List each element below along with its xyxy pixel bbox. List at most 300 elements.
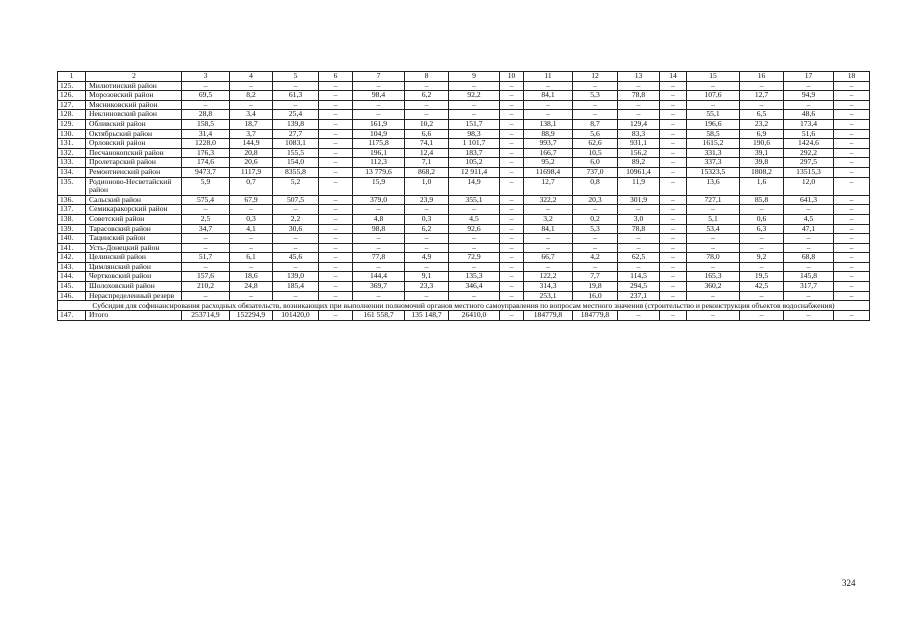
table-cell: 138,1: [524, 119, 573, 129]
table-cell: 20,3: [573, 195, 618, 205]
table-cell: –: [405, 243, 449, 253]
table-cell: –: [500, 282, 524, 292]
table-cell: 39,1: [740, 148, 784, 158]
table-cell: 6,2: [405, 224, 449, 234]
table-cell: 1: [58, 72, 86, 82]
table-cell: –: [834, 148, 870, 158]
table-cell: –: [273, 100, 319, 110]
table-cell: 130.: [58, 129, 86, 139]
table-cell: 72,9: [449, 253, 500, 263]
table-cell: 2: [86, 72, 182, 82]
table-cell: –: [784, 205, 834, 215]
table-cell: 301,9: [618, 195, 660, 205]
table-cell: 1424,6: [784, 139, 834, 149]
table-cell: –: [784, 234, 834, 244]
table-cell: –: [687, 81, 740, 91]
table-cell: 85,8: [740, 195, 784, 205]
table-cell: 176,3: [182, 148, 230, 158]
table-cell: 11,9: [618, 177, 660, 195]
table-cell: 139,0: [273, 272, 319, 282]
table-cell: 18,7: [230, 119, 273, 129]
table-cell: 575,4: [182, 195, 230, 205]
table-cell: –: [319, 282, 353, 292]
table-cell: 185,4: [273, 282, 319, 292]
table-cell: 105,2: [449, 158, 500, 168]
table-cell: 1228,0: [182, 139, 230, 149]
table-cell: –: [660, 158, 687, 168]
table-cell: –: [319, 167, 353, 177]
table-cell: 11698,4: [524, 167, 573, 177]
table-cell: Обливский район: [86, 119, 182, 129]
table-cell: 27,7: [273, 129, 319, 139]
table-cell: 95,2: [524, 158, 573, 168]
table-cell: 137.: [58, 205, 86, 215]
table-cell: –: [182, 81, 230, 91]
table-cell: –: [834, 81, 870, 91]
table-cell: 15323,5: [687, 167, 740, 177]
table-cell: –: [500, 100, 524, 110]
table-cell: 3,4: [230, 110, 273, 120]
table-cell: Орловский район: [86, 139, 182, 149]
table-row: [58, 177, 870, 195]
table-cell: 5: [273, 72, 319, 82]
table-cell: –: [182, 243, 230, 253]
table-cell: –: [405, 81, 449, 91]
table-cell: Тацинский район: [86, 234, 182, 244]
table-cell: 18,6: [230, 272, 273, 282]
table-cell: –: [660, 224, 687, 234]
table-cell: –: [784, 81, 834, 91]
table-cell: –: [740, 243, 784, 253]
table-row: [58, 195, 870, 205]
table-cell: Целинский район: [86, 253, 182, 263]
table-cell: 84,1: [524, 224, 573, 234]
table-cell: –: [573, 81, 618, 91]
table-cell: 868,2: [405, 167, 449, 177]
table-cell: 135.: [58, 177, 86, 195]
table-cell: –: [353, 291, 405, 301]
table-cell: 8: [405, 72, 449, 82]
table-row: [58, 148, 870, 158]
table-cell: –: [319, 100, 353, 110]
table-cell: 6,9: [740, 129, 784, 139]
table-cell: 4,5: [784, 214, 834, 224]
table-cell: –: [319, 177, 353, 195]
table-cell: –: [834, 234, 870, 244]
table-cell: 78,8: [618, 224, 660, 234]
table-cell: 12,0: [784, 177, 834, 195]
table-cell: –: [660, 100, 687, 110]
table-cell: 9: [449, 72, 500, 82]
table-cell: –: [319, 291, 353, 301]
table-cell: 62,6: [573, 139, 618, 149]
table-cell: 48,6: [784, 110, 834, 120]
table-cell: –: [405, 205, 449, 215]
table-cell: 4,8: [353, 214, 405, 224]
table-cell: 0,2: [573, 214, 618, 224]
table-cell: Советский район: [86, 214, 182, 224]
table-cell: 145,8: [784, 272, 834, 282]
table-cell: 196,1: [353, 148, 405, 158]
table-cell: –: [273, 234, 319, 244]
table-cell: Нераспределенный резерв: [86, 291, 182, 301]
table-row: [58, 205, 870, 215]
table-cell: –: [834, 110, 870, 120]
table-cell: –: [660, 234, 687, 244]
table-cell: 47,1: [784, 224, 834, 234]
table-cell: 0,3: [405, 214, 449, 224]
table-cell: –: [660, 148, 687, 158]
table-cell: –: [687, 205, 740, 215]
table-cell: –: [500, 272, 524, 282]
table-row: [58, 167, 870, 177]
table-cell: 1,0: [405, 177, 449, 195]
table-cell: 6,1: [230, 253, 273, 263]
table-cell: 18: [834, 72, 870, 82]
table-cell: 5,3: [573, 224, 618, 234]
table-cell: 145.: [58, 282, 86, 292]
table-cell: 94,9: [784, 91, 834, 101]
table-cell: –: [660, 167, 687, 177]
table-cell: –: [573, 243, 618, 253]
table-cell: –: [618, 234, 660, 244]
table-cell: –: [353, 110, 405, 120]
table-cell: 174,6: [182, 158, 230, 168]
table-row: [58, 139, 870, 149]
table-cell: 31,4: [182, 129, 230, 139]
table-cell: –: [353, 243, 405, 253]
table-cell: –: [784, 291, 834, 301]
table-row: [58, 243, 870, 253]
table-cell: –: [740, 262, 784, 272]
table-header-row: [58, 72, 870, 82]
table-cell: –: [660, 177, 687, 195]
table-cell: 322,2: [524, 195, 573, 205]
table-cell: –: [500, 158, 524, 168]
table-cell: –: [660, 291, 687, 301]
table-cell: –: [319, 214, 353, 224]
table-cell: 6,2: [405, 91, 449, 101]
table-cell: –: [500, 119, 524, 129]
table-cell: –: [500, 195, 524, 205]
table-cell: 5,6: [573, 129, 618, 139]
table-cell: Чертковский район: [86, 272, 182, 282]
table-row: [58, 129, 870, 139]
table-cell: –: [834, 100, 870, 110]
table-cell: –: [660, 272, 687, 282]
table-cell: –: [740, 81, 784, 91]
table-cell: –: [784, 100, 834, 110]
table-cell: 151,7: [449, 119, 500, 129]
table-cell: –: [660, 311, 687, 321]
table-cell: –: [319, 262, 353, 272]
table-cell: –: [834, 243, 870, 253]
table-cell: 1175,8: [353, 139, 405, 149]
table-cell: 156,2: [618, 148, 660, 158]
table-cell: –: [273, 205, 319, 215]
table-cell: 9,2: [740, 253, 784, 263]
table-cell: 13,6: [687, 177, 740, 195]
table-cell: –: [687, 234, 740, 244]
table-cell: 77,8: [353, 253, 405, 263]
table-cell: 11: [524, 72, 573, 82]
table-cell: 165,3: [687, 272, 740, 282]
table-cell: 30,6: [273, 224, 319, 234]
table-cell: 107,6: [687, 91, 740, 101]
table-cell: 34,7: [182, 224, 230, 234]
table-cell: Ремонтненский район: [86, 167, 182, 177]
table-cell: 7,7: [573, 272, 618, 282]
table-cell: –: [500, 177, 524, 195]
table-cell: 122,2: [524, 272, 573, 282]
table-cell: 39,8: [740, 158, 784, 168]
table-cell: 69,5: [182, 91, 230, 101]
table-cell: 138.: [58, 214, 86, 224]
budget-table: [57, 71, 870, 321]
table-cell: –: [230, 234, 273, 244]
table-cell: Милютинский район: [86, 81, 182, 91]
table-cell: Цимлянский район: [86, 262, 182, 272]
table-cell: 331,3: [687, 148, 740, 158]
table-cell: 139,8: [273, 119, 319, 129]
table-cell: –: [834, 224, 870, 234]
table-cell: 55,1: [687, 110, 740, 120]
table-cell: 4,1: [230, 224, 273, 234]
table-cell: –: [660, 119, 687, 129]
table-cell: –: [618, 81, 660, 91]
table-cell: –: [319, 195, 353, 205]
table-cell: 5,3: [573, 91, 618, 101]
table-cell: –: [319, 139, 353, 149]
table-cell: Сальский район: [86, 195, 182, 205]
table-cell: 355,1: [449, 195, 500, 205]
table-cell: 147.: [58, 311, 86, 321]
table-cell: –: [319, 311, 353, 321]
table-cell: –: [740, 291, 784, 301]
table-row: [58, 214, 870, 224]
table-cell: 161 558,7: [353, 311, 405, 321]
table-cell: –: [500, 91, 524, 101]
table-cell: –: [182, 291, 230, 301]
table-cell: 139.: [58, 224, 86, 234]
table-cell: 196,6: [687, 119, 740, 129]
table-cell: –: [784, 262, 834, 272]
table-cell: –: [740, 311, 784, 321]
table-cell: 26410,0: [449, 311, 500, 321]
table-cell: –: [660, 214, 687, 224]
table-cell: 13: [618, 72, 660, 82]
table-cell: 166,7: [524, 148, 573, 158]
table-cell: 136.: [58, 195, 86, 205]
table-cell: 1083,1: [273, 139, 319, 149]
table-cell: –: [273, 291, 319, 301]
table-cell: –: [500, 253, 524, 263]
table-cell: –: [230, 262, 273, 272]
table-cell: 16,0: [573, 291, 618, 301]
table-cell: –: [319, 110, 353, 120]
budget-table-page: [57, 71, 869, 321]
table-cell: –: [524, 243, 573, 253]
table-cell: 8355,8: [273, 167, 319, 177]
table-cell: 58,5: [687, 129, 740, 139]
table-cell: –: [353, 205, 405, 215]
table-cell: 155,5: [273, 148, 319, 158]
table-cell: 237,1: [618, 291, 660, 301]
table-cell: 78,8: [618, 91, 660, 101]
table-cell: –: [449, 234, 500, 244]
table-cell: 6: [319, 72, 353, 82]
table-cell: 89,2: [618, 158, 660, 168]
table-cell: Морозовский район: [86, 91, 182, 101]
table-cell: 184779,8: [524, 311, 573, 321]
table-cell: –: [687, 262, 740, 272]
table-cell: –: [687, 100, 740, 110]
table-cell: 45,6: [273, 253, 319, 263]
table-cell: 369,7: [353, 282, 405, 292]
table-cell: –: [834, 291, 870, 301]
table-cell: 931,1: [618, 139, 660, 149]
table-cell: 2,2: [273, 214, 319, 224]
table-cell: –: [500, 129, 524, 139]
table-cell: 25,4: [273, 110, 319, 120]
table-cell: 292,2: [784, 148, 834, 158]
table-cell: –: [834, 195, 870, 205]
table-cell: 6,0: [573, 158, 618, 168]
table-cell: 8,7: [573, 119, 618, 129]
table-cell: 12: [573, 72, 618, 82]
table-cell: 129.: [58, 119, 86, 129]
table-cell: –: [834, 253, 870, 263]
table-cell: 0,6: [740, 214, 784, 224]
table-cell: 101420,0: [273, 311, 319, 321]
table-cell: 51,6: [784, 129, 834, 139]
table-cell: 0,3: [230, 214, 273, 224]
table-cell: –: [834, 158, 870, 168]
table-cell: Тарасовский район: [86, 224, 182, 234]
table-cell: 1,6: [740, 177, 784, 195]
table-cell: 641,3: [784, 195, 834, 205]
table-cell: 15: [687, 72, 740, 82]
table-cell: 92,6: [449, 224, 500, 234]
table-cell: –: [319, 158, 353, 168]
table-cell: 12 911,4: [449, 167, 500, 177]
table-cell: 158,5: [182, 119, 230, 129]
table-cell: 1117,9: [230, 167, 273, 177]
table-cell: –: [834, 91, 870, 101]
table-cell: –: [319, 119, 353, 129]
table-cell: 7,1: [405, 158, 449, 168]
table-cell: –: [353, 81, 405, 91]
table-cell: –: [500, 262, 524, 272]
table-cell: –: [834, 139, 870, 149]
table-cell: 114,5: [618, 272, 660, 282]
table-cell: 2,5: [182, 214, 230, 224]
table-row: [58, 100, 870, 110]
table-cell: 142.: [58, 253, 86, 263]
table-cell: 132.: [58, 148, 86, 158]
table-cell: –: [449, 81, 500, 91]
table-cell: 9,1: [405, 272, 449, 282]
table-cell: –: [273, 243, 319, 253]
total-row: [58, 311, 870, 321]
table-cell: –: [319, 129, 353, 139]
table-cell: 104,9: [353, 129, 405, 139]
table-cell: –: [660, 195, 687, 205]
table-cell: –: [834, 214, 870, 224]
table-cell: 161,9: [353, 119, 405, 129]
table-cell: 1615,2: [687, 139, 740, 149]
table-cell: –: [405, 291, 449, 301]
table-cell: 157,6: [182, 272, 230, 282]
table-cell: 16: [740, 72, 784, 82]
table-cell: –: [524, 234, 573, 244]
table-cell: 12,7: [524, 177, 573, 195]
table-cell: 4,2: [573, 253, 618, 263]
table-cell: –: [660, 205, 687, 215]
table-cell: –: [618, 110, 660, 120]
table-cell: –: [618, 205, 660, 215]
table-cell: –: [524, 262, 573, 272]
table-cell: 727,1: [687, 195, 740, 205]
table-cell: –: [618, 311, 660, 321]
table-cell: –: [449, 205, 500, 215]
table-cell: –: [230, 291, 273, 301]
table-cell: –: [500, 205, 524, 215]
table-row: [58, 253, 870, 263]
table-cell: –: [319, 253, 353, 263]
table-cell: 144.: [58, 272, 86, 282]
table-cell: –: [449, 291, 500, 301]
table-cell: 135 148,7: [405, 311, 449, 321]
table-cell: 507,5: [273, 195, 319, 205]
table-cell: –: [687, 311, 740, 321]
table-cell: –: [660, 91, 687, 101]
table-row: [58, 91, 870, 101]
table-row: [58, 158, 870, 168]
table-cell: –: [573, 110, 618, 120]
table-cell: Семикаракорский район: [86, 205, 182, 215]
table-cell: –: [405, 100, 449, 110]
table-row: [58, 234, 870, 244]
table-cell: 144,9: [230, 139, 273, 149]
table-cell: 140.: [58, 234, 86, 244]
table-cell: –: [660, 262, 687, 272]
table-cell: 152294,9: [230, 311, 273, 321]
table-cell: 360,2: [687, 282, 740, 292]
table-cell: 6,6: [405, 129, 449, 139]
table-cell: 66,7: [524, 253, 573, 263]
table-cell: –: [449, 110, 500, 120]
table-cell: 24,8: [230, 282, 273, 292]
table-cell: –: [660, 129, 687, 139]
table-cell: 253,1: [524, 291, 573, 301]
table-cell: –: [405, 234, 449, 244]
table-cell: 13 779,6: [353, 167, 405, 177]
table-cell: 10,2: [405, 119, 449, 129]
table-cell: –: [449, 243, 500, 253]
table-cell: Усть-Донецкий район: [86, 243, 182, 253]
table-cell: 51,7: [182, 253, 230, 263]
table-cell: –: [834, 262, 870, 272]
table-cell: –: [740, 205, 784, 215]
table-cell: 98,3: [449, 129, 500, 139]
table-cell: 210,2: [182, 282, 230, 292]
table-cell: 337,3: [687, 158, 740, 168]
table-row: [58, 272, 870, 282]
table-cell: –: [660, 139, 687, 149]
table-cell: –: [784, 243, 834, 253]
table-row: [58, 262, 870, 272]
